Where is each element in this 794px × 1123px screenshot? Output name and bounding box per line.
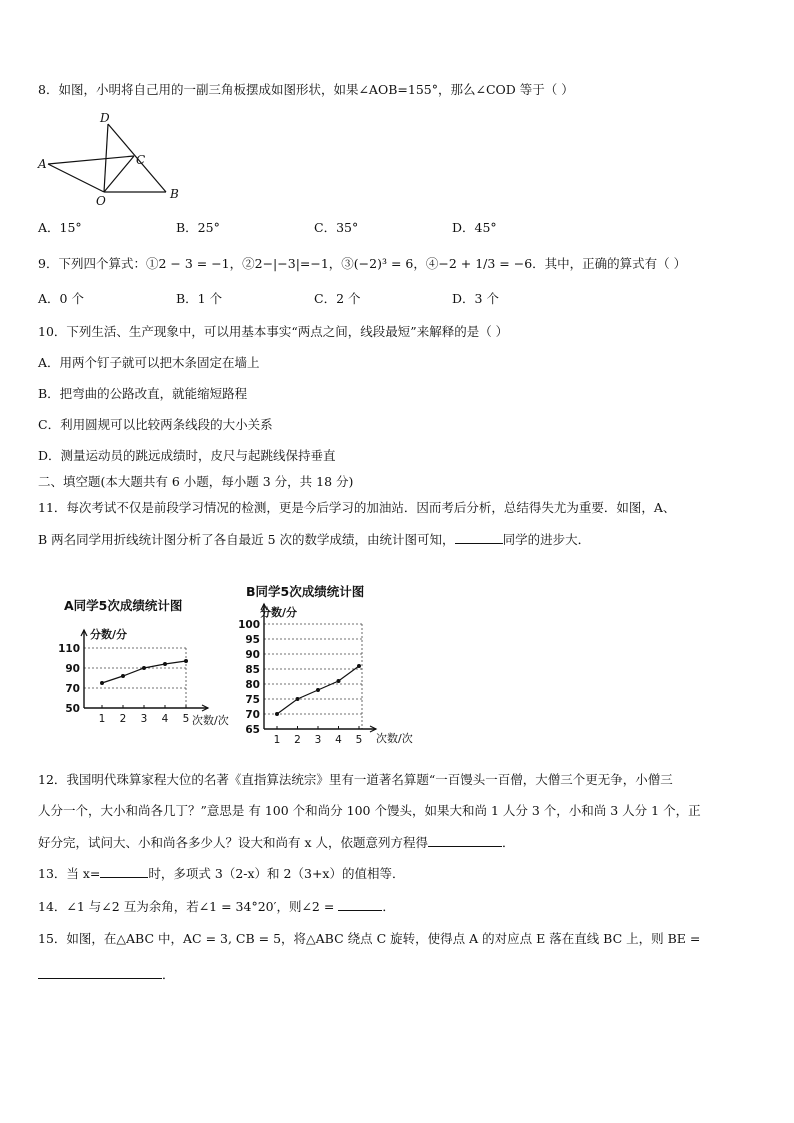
data-point — [184, 659, 188, 663]
y-tick-label: 65 — [245, 724, 260, 736]
q8-option-d: D．45° — [452, 220, 497, 235]
y-tick-label: 90 — [245, 649, 260, 661]
q12-answer-blank[interactable] — [428, 834, 502, 847]
chart-b — [226, 580, 426, 750]
q9-option-c: C．2 个 — [314, 291, 361, 306]
q15-line2-end: ． — [162, 967, 175, 982]
data-point — [316, 688, 320, 692]
y-tick-label: 70 — [245, 709, 260, 721]
x-tick-label: 4 — [161, 713, 169, 725]
x-tick-label: 1 — [273, 734, 281, 746]
q11-line2 — [38, 531, 590, 548]
y-tick-label: 70 — [65, 683, 80, 695]
label-A: A — [38, 157, 47, 171]
label-C: C — [136, 153, 146, 167]
data-point — [357, 664, 361, 668]
y-tick-label: 80 — [245, 679, 260, 691]
q12-line1: 12．我国明代珠算家程大位的名著《直指算法统宗》里有一道著名算题“一百馒头一百僧，大僧三个更无争，小僧三 — [38, 772, 673, 787]
q13-answer-blank[interactable] — [100, 865, 148, 878]
q9-stem: 9．下列四个算式：①2 − 3 = −1，②2−|−3|=−1，③(−2)³ = 6，④−2 + 1/3 = −6．其中，正确的算式有（ ） — [38, 256, 687, 271]
q9-option-a: A．0 个 — [38, 291, 84, 306]
q10-option-b: B．把弯曲的公路改直，就能缩短路程 — [38, 386, 248, 401]
q15-line1: 15．如图，在△ABC 中，AC = 3, CB = 5，将△ABC 绕点 C 旋转，使得点 A 的对应点 E 落在直线 BC 上，则 BE = — [38, 931, 701, 946]
chart-b-ylabel: 分数/分 — [260, 606, 298, 619]
label-O: O — [96, 194, 106, 208]
q11-line1: 11．每次考试不仅是前段学习情况的检测，更是今后学习的加油站．因而考后分析，总结得失尤为重要．如图，A、 — [38, 500, 676, 515]
q12-line3-text: 好分完，试问大、小和尚各多少人？设大和尚有 x 人，依题意列方程得 — [38, 835, 428, 850]
chart-a-ylabel: 分数/分 — [90, 628, 128, 641]
q15-line2 — [38, 966, 175, 983]
x-tick-label: 5 — [182, 713, 190, 725]
section-heading: 二、填空题(本大题共有 6 小题，每小题 3 分，共 18 分) — [38, 474, 354, 489]
q9-option-d: D．3 个 — [452, 291, 499, 306]
q8-option-b: B．25° — [176, 220, 220, 235]
data-point — [142, 666, 146, 670]
x-tick-label: 5 — [355, 734, 363, 746]
chart-a-grid — [84, 648, 186, 708]
q8-figure — [36, 108, 186, 208]
data-point — [296, 697, 300, 701]
q9-option-b: B．1 个 — [176, 291, 223, 306]
q14-text-b: ． — [382, 899, 395, 914]
y-tick-label: 110 — [58, 643, 80, 655]
q10-stem: 10．下列生活、生产现象中，可以用基本事实“两点之间，线段最短”来解释的是（ ） — [38, 324, 509, 339]
y-tick-label: 100 — [238, 619, 260, 631]
q14-answer-blank[interactable] — [338, 898, 382, 911]
chart-a-xlabel: 次数/次 — [192, 714, 229, 727]
x-tick-label: 2 — [294, 734, 301, 746]
data-point — [100, 681, 104, 685]
data-point — [163, 662, 167, 666]
chart-a-title: A同学5次成绩统计图 — [64, 598, 183, 613]
chart-a-y-ticks — [58, 643, 80, 715]
q13 — [38, 865, 404, 882]
q8-option-a: A．15° — [38, 220, 82, 235]
series-line — [102, 661, 186, 683]
q12-line2: 人分一个，大小和尚各几丁？”意思是 有 100 个和尚分 100 个馒头，如果大和尚 1 人分 3 个，小和尚 3 人分 1 个，正 — [38, 803, 701, 818]
label-B: B — [170, 187, 179, 201]
chart-a — [40, 590, 250, 730]
chart-b-title: B同学5次成绩统计图 — [246, 584, 365, 599]
q14 — [38, 898, 395, 915]
y-tick-label: 50 — [65, 703, 80, 715]
y-tick-label: 75 — [245, 694, 260, 706]
y-tick-label: 95 — [245, 634, 260, 646]
x-tick-label: 3 — [140, 713, 148, 725]
label-D: D — [100, 111, 110, 125]
q15-answer-blank[interactable] — [38, 966, 162, 979]
q10-option-d: D．测量运动员的跳远成绩时，皮尺与起跳线保持垂直 — [38, 448, 336, 463]
q11-line2a: B 两名同学用折线统计图分析了各自最近 5 次的数学成绩，由统计图可知， — [38, 532, 455, 547]
y-tick-label: 90 — [65, 663, 80, 675]
q10-option-a: A．用两个钉子就可以把木条固定在墙上 — [38, 355, 260, 370]
q11-answer-blank[interactable] — [455, 531, 503, 544]
chart-b-xlabel: 次数/次 — [376, 732, 413, 745]
chart-b-series — [275, 664, 361, 716]
q12-line3 — [38, 834, 515, 851]
chart-b-y-ticks — [238, 619, 260, 736]
data-point — [275, 712, 279, 716]
q11-line2b: 同学的进步大． — [502, 532, 591, 547]
data-point — [337, 679, 341, 683]
q8-stem: 8．如图，小明将自己用的一副三角板摆成如图形状，如果∠AOB=155°，那么∠COD 等于（ ） — [38, 82, 574, 97]
x-tick-label: 1 — [98, 713, 106, 725]
x-tick-label: 2 — [119, 713, 127, 725]
q13-text-b: 时，多项式 3（2-x）和 2（3+x）的值相等． — [148, 866, 405, 881]
y-tick-label: 85 — [245, 664, 260, 676]
q8-option-c: C．35° — [314, 220, 359, 235]
data-point — [121, 674, 125, 678]
chart-a-series — [100, 659, 188, 685]
x-tick-label: 3 — [314, 734, 322, 746]
q13-text-a: 13．当 x= — [38, 866, 101, 881]
q10-option-c: C．利用圆规可以比较两条线段的大小关系 — [38, 417, 273, 432]
q14-text-a: 14．∠1 与∠2 互为余角，若∠1 = 34°20′，则∠2 = — [38, 899, 339, 914]
q12-line3-end: ． — [502, 835, 515, 850]
x-tick-label: 4 — [335, 734, 342, 746]
chart-a-axes — [81, 630, 208, 711]
